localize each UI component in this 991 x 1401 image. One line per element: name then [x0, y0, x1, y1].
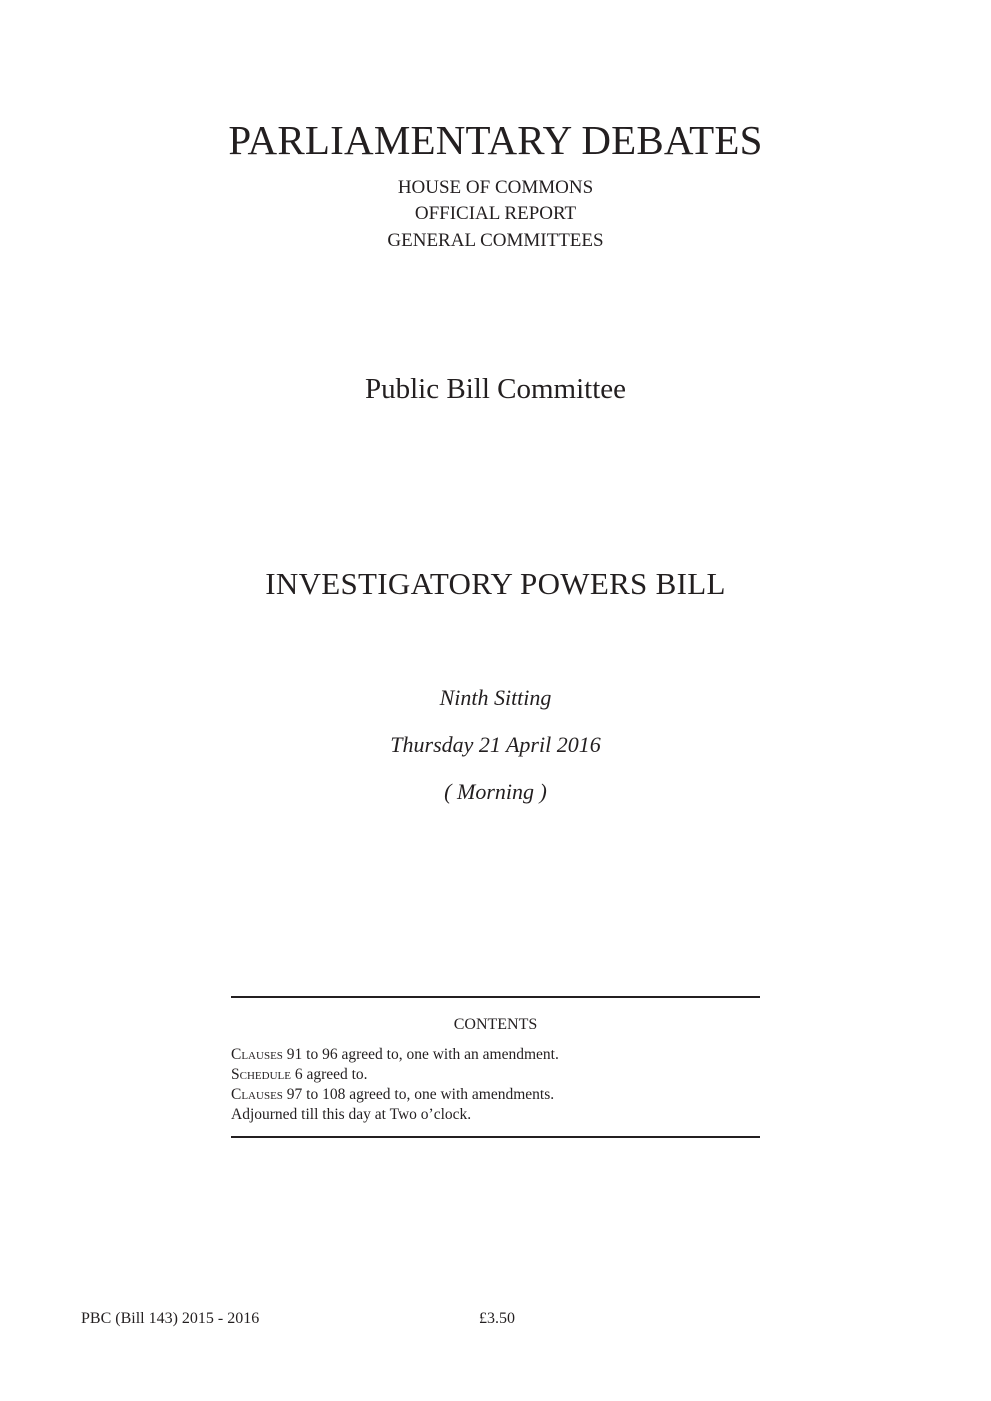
- bill-title: INVESTIGATORY POWERS BILL: [265, 566, 726, 601]
- contents-item-lead: Schedule: [231, 1066, 291, 1083]
- contents-item: [231, 1105, 760, 1125]
- publication-title: PARLIAMENTARY DEBATES: [228, 117, 763, 163]
- sitting-date: Thursday 21 April 2016: [390, 732, 601, 757]
- price: £3.50: [479, 1310, 515, 1327]
- contents-item-lead: Clauses: [231, 1086, 283, 1103]
- sitting-name: Ninth Sitting: [439, 685, 552, 710]
- contents-item: [231, 1085, 760, 1105]
- contents-item-lead: Clauses: [231, 1046, 283, 1063]
- sitting-session: ( Morning ): [444, 779, 547, 804]
- contents-item-text: 6 agreed to.: [290, 1066, 368, 1083]
- contents-list: [231, 1045, 760, 1125]
- contents-item: [231, 1045, 760, 1065]
- committee-name: Public Bill Committee: [365, 373, 626, 405]
- committee-category: GENERAL COMMITTEES: [387, 230, 604, 251]
- contents-item-text: Adjourned till this day at Two o’clock.: [231, 1106, 472, 1123]
- contents-item: [231, 1065, 760, 1085]
- contents-bottom-rule: [231, 1136, 760, 1138]
- contents-heading: CONTENTS: [453, 1016, 538, 1033]
- bill-reference: PBC (Bill 143) 2015 - 2016: [81, 1310, 260, 1327]
- report-type: OFFICIAL REPORT: [414, 203, 577, 224]
- house-name: HOUSE OF COMMONS: [397, 177, 594, 198]
- contents-item-text: 97 to 108 agreed to, one with amendments.: [282, 1086, 555, 1103]
- contents-top-rule: [231, 996, 760, 998]
- contents-item-text: 91 to 96 agreed to, one with an amendment.: [282, 1046, 559, 1063]
